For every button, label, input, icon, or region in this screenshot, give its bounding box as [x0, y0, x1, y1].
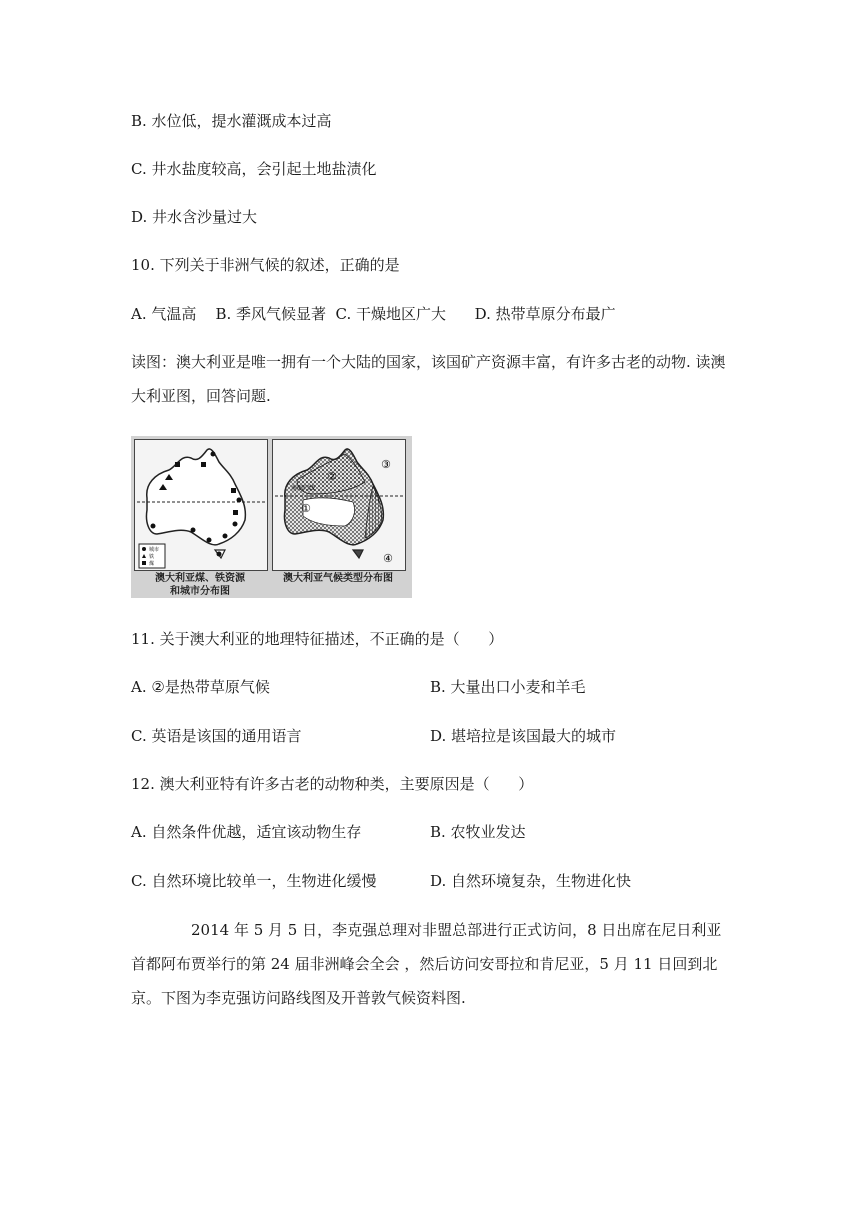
- zone-3-label: ③: [381, 458, 391, 471]
- q11-option-b: B. 大量出口小麦和羊毛: [430, 678, 586, 696]
- q10-options: A. 气温高 B. 季风气候显著 C. 干燥地区广大 D. 热带草原分布最广: [131, 305, 616, 323]
- legend-coal: 煤: [149, 561, 155, 567]
- climate-map-caption: 澳大利亚气候类型分布图: [283, 573, 393, 584]
- tropic-label: 南回归线: [291, 485, 316, 492]
- resource-map-panel: [134, 439, 268, 571]
- q12-stem: 12. 澳大利亚特有许多古老的动物种类，主要原因是（ ）: [131, 775, 534, 793]
- q11-option-d: D. 堪培拉是该国最大的城市: [430, 727, 617, 745]
- africa-intro: 2014 年 5 月 5 日，李克强总理对非盟总部进行正式访问，8 日出席在尼日利亚首都阿布贾举行的第 24 届非洲峰会全会 ，然后访问安哥拉和肯尼亚，5 月 11 日回到北京。下图为李克强访问路线图及开普敦气候资料图.: [131, 921, 722, 1007]
- resource-map-caption-line1: 澳大利亚煤、铁资源: [155, 573, 245, 584]
- q11-stem: 11. 关于澳大利亚的地理特征描述，不正确的是（ ）: [131, 630, 504, 648]
- climate-map-svg: [273, 440, 405, 570]
- zone-1-label: ①: [301, 502, 311, 515]
- resource-map-caption-line2: 和城市分布图: [170, 586, 230, 597]
- australia-figure: [131, 436, 412, 598]
- q9-option-c: C. 井水盐度较高，会引起土地盐渍化: [131, 160, 377, 178]
- q11-option-a: A. ②是热带草原气候: [131, 678, 270, 696]
- legend-city: 城市: [149, 547, 160, 553]
- q12-option-b: B. 农牧业发达: [430, 823, 526, 841]
- q11-option-c: C. 英语是该国的通用语言: [131, 727, 302, 745]
- legend-iron: 铁: [149, 554, 155, 560]
- resource-map-svg: [135, 440, 267, 570]
- q12-option-c: C. 自然环境比较单一，生物进化缓慢: [131, 872, 377, 890]
- zone-4-label: ④: [383, 552, 393, 565]
- climate-map-panel: [272, 439, 406, 571]
- q9-option-b: B. 水位低，提水灌溉成本过高: [131, 112, 332, 130]
- q12-option-a: A. 自然条件优越，适宜该动物生存: [131, 823, 362, 841]
- australia-intro: 读图：澳大利亚是唯一拥有一个大陆的国家，该国矿产资源丰富，有许多古老的动物. 读澳大利亚图，回答问题.: [131, 353, 726, 405]
- zone-2-label: ②: [327, 470, 337, 483]
- q10-stem: 10. 下列关于非洲气候的叙述，正确的是: [131, 256, 400, 274]
- q9-option-d: D. 井水含沙量过大: [131, 208, 258, 226]
- q12-option-d: D. 自然环境复杂，生物进化快: [430, 872, 632, 890]
